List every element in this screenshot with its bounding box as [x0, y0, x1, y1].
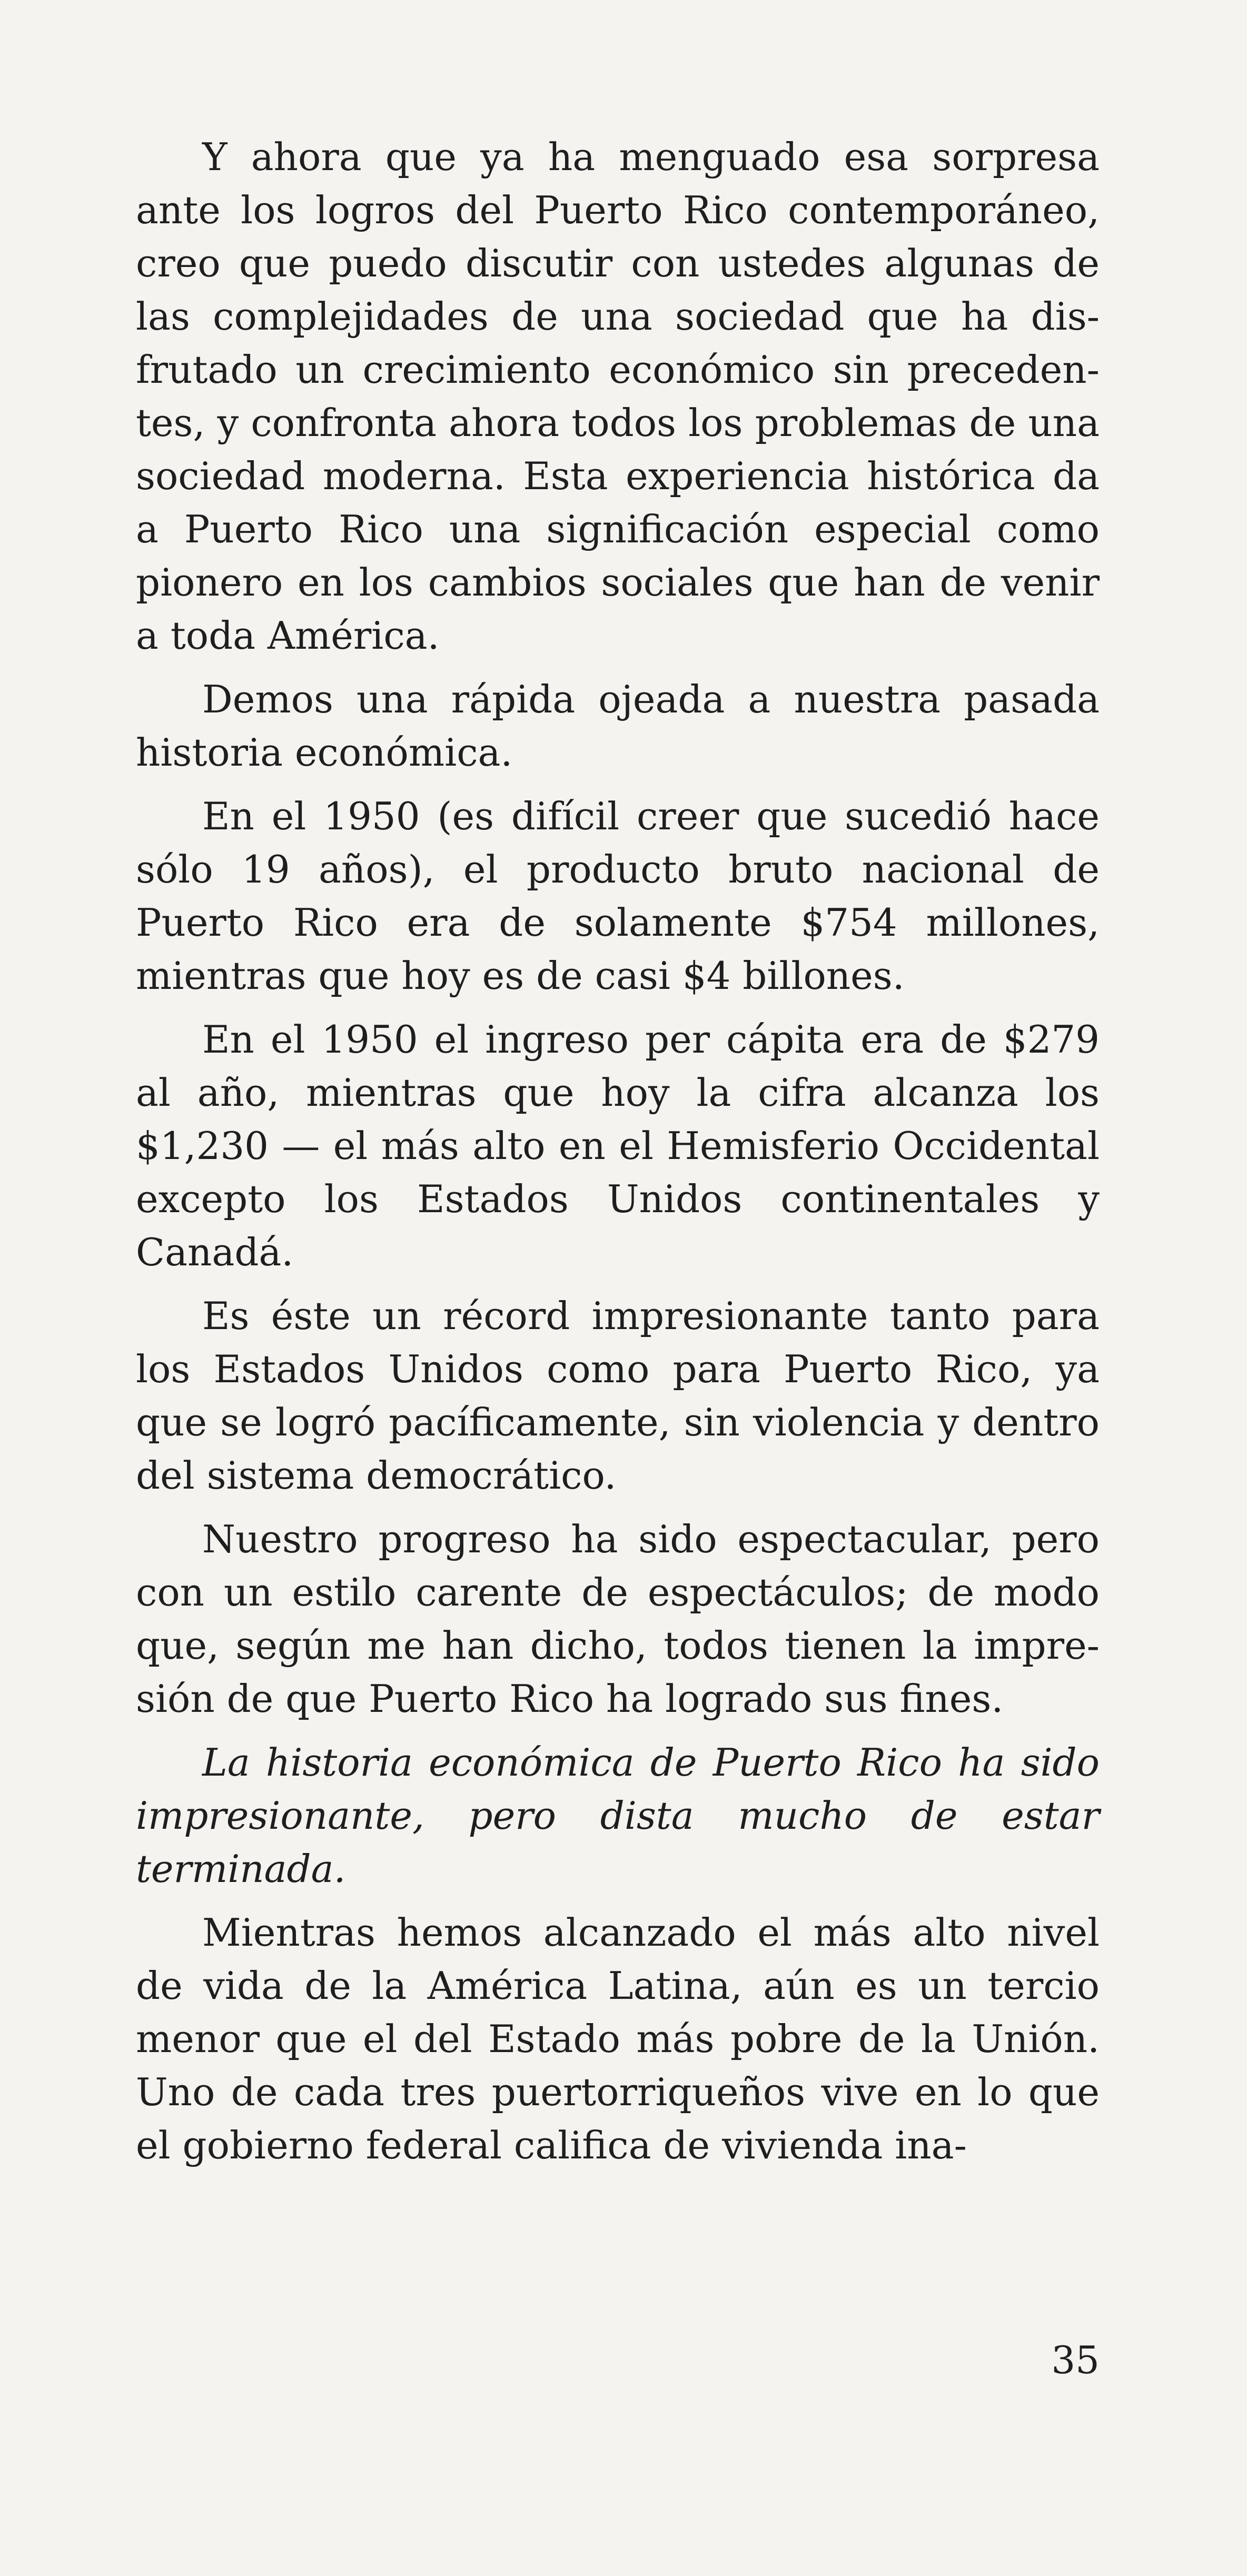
body-text [136, 131, 1100, 2183]
paragraph-3: En el 1950 (es difícil creer que sucedió hace sólo 19 años), el producto bruto nacional de Puerto Rico era de solamente $754 millones, mientras que hoy es de casi $4 billones. [136, 794, 1100, 998]
paragraph-2: Demos una rápida ojeada a nuestra pasada historia económica. [136, 677, 1100, 775]
italic-paragraph: La historia económica de Puerto Rico ha sido impresionante, pero dista mucho de estar terminada. [136, 1740, 1100, 1891]
paragraph-6: Nuestro progreso ha sido espectacular, pero con un estilo carente de espectáculos; de modo que, según me han dicho, todos tienen la impresión de que Puerto Rico ha logrado sus fines. [136, 1517, 1100, 1721]
page-number: 35 [1051, 2338, 1100, 2382]
paragraph-5: Es éste un récord impresionante tanto para los Estados Unidos como para Puerto Rico, ya que se logró pacíficamente, sin violencia y dentro del sistema democrático. [136, 1294, 1100, 1498]
paragraph-8: Mientras hemos alcanzado el más alto nivel de vida de la América Latina, aún es un tercio menor que el del Estado más pobre de la Unión. Uno de cada tres puertorriqueños vive en lo que el gobierno federal califica de vivienda ina- [136, 1910, 1100, 2167]
paragraph-1: Y ahora que ya ha menguado esa sorpresa ante los logros del Puerto Rico contemporáneo, creo que puedo discutir con ustedes algunas de las complejidades de una sociedad que ha disfrutado un crecimiento económico sin precedentes, y confronta ahora todos los problemas de una sociedad moderna. Esta experiencia histórica da a Puerto Rico una significación especial como pionero en los cambios sociales que han de venir a toda América. [136, 135, 1100, 658]
paragraph-4: En el 1950 el ingreso per cápita era de $279 al año, mientras que hoy la cifra alcanza los $1,230 — el más alto en el Hemisferio Occidental excepto los Estados Unidos continentales y Canadá. [136, 1017, 1100, 1274]
